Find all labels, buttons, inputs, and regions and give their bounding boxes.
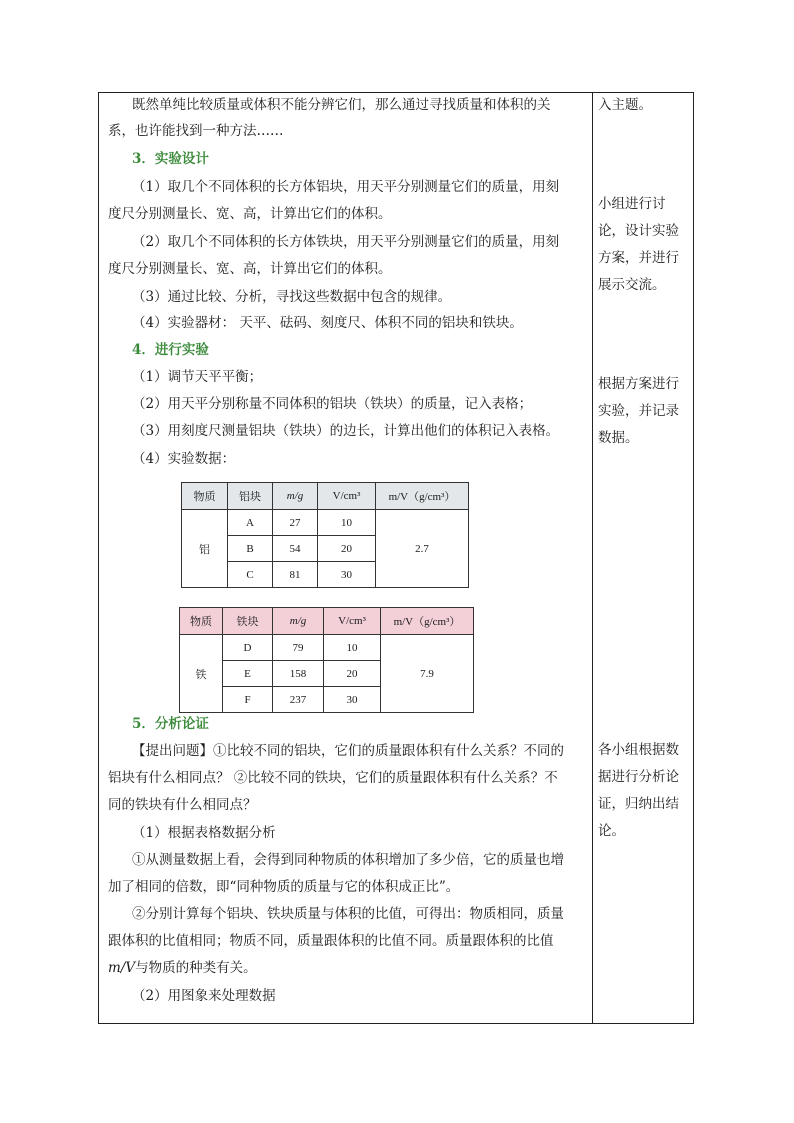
sec3-p2-line-2: 度尺分别测量长、宽、高，计算出它们的体积。 [108, 261, 392, 277]
mass-cell: 27 [273, 510, 318, 536]
side-note-line: 展示交流。 [598, 277, 666, 293]
side-note-line: 据进行分析论 [598, 769, 679, 785]
sample-id-cell: C [228, 562, 273, 588]
sec5-question-line-2: 铝块有什么相同点？ ②比较不同的铁块，它们的质量跟体积有什么关系？不 [108, 770, 558, 786]
sec5-analysis-3-line-3 [108, 958, 257, 978]
sec3-p2-line-1: （2）取几个不同体积的长方体铁块，用天平分别测量它们的质量，用刻 [132, 234, 560, 250]
sec3-p4: （4）实验器材： 天平、砝码、刻度尺、体积不同的铝块和铁块。 [132, 315, 523, 331]
side-note-line: 论。 [598, 823, 625, 839]
sec5-analysis-3-line-2: 跟体积的比值相同；物质不同，质量跟体积的比值不同。质量跟体积的比值 [108, 933, 554, 949]
mass-cell: 81 [273, 562, 318, 588]
side-note-line: 入主题。 [598, 97, 652, 113]
header-cell: m/g [273, 483, 318, 510]
column-divider [592, 92, 593, 1024]
volume-cell: 30 [324, 687, 381, 713]
sec5-analysis-2-line-2: 加了相同的倍数，即“同种物质的质量与它的体积成正比”。 [108, 879, 460, 895]
aluminum-data-table [181, 482, 469, 588]
material-cell: 铝 [182, 510, 228, 588]
section-4-heading: 4．进行实验 [132, 342, 209, 358]
header-cell: 物质 [182, 483, 228, 510]
mass-cell: 79 [273, 635, 324, 661]
iron-data-table [179, 607, 474, 713]
sec3-p3: （3）通过比较、分析，寻找这些数据中包含的规律。 [132, 289, 452, 305]
volume-cell: 20 [324, 661, 381, 687]
header-cell: V/cm³ [318, 483, 376, 510]
mv-ratio-symbol: m/V [108, 960, 136, 976]
side-note-line: 论，设计实验 [598, 223, 679, 239]
ratio-cell: 2.7 [376, 510, 469, 588]
sec3-p1-line-2: 度尺分别测量长、宽、高，计算出它们的体积。 [108, 206, 392, 222]
side-note-line: 方案，并进行 [598, 250, 679, 266]
header-cell: m/g [273, 608, 324, 635]
intro-line-2: 系，也许能找到一种方法…… [108, 123, 284, 139]
header-cell: 铁块 [223, 608, 273, 635]
header-cell: m/V（g/cm³） [376, 483, 469, 510]
sec5-analysis-4: （2）用图象来处理数据 [132, 988, 276, 1004]
mass-cell: 54 [273, 536, 318, 562]
sec5-analysis-2-line-1: ①从测量数据上看，会得到同种物质的体积增加了多少倍，它的质量也增 [132, 852, 564, 868]
volume-cell: 20 [318, 536, 376, 562]
side-note-1 [598, 92, 652, 119]
side-note-line: 根据方案进行 [598, 376, 679, 392]
sec3-p1-line-1: （1）取几个不同体积的长方体铝块，用天平分别测量它们的质量，用刻 [132, 179, 560, 195]
sample-id-cell: F [223, 687, 273, 713]
side-note-line: 证，归纳出结 [598, 796, 679, 812]
sec4-p4: （4）实验数据： [132, 451, 236, 467]
volume-cell: 10 [318, 510, 376, 536]
sec5-analysis-3-line-1: ②分别计算每个铝块、铁块质量与体积的比值，可得出：物质相同，质量 [132, 906, 564, 922]
side-note-line: 实验，并记录 [598, 403, 679, 419]
sample-id-cell: D [223, 635, 273, 661]
side-note-line: 数据。 [598, 430, 639, 446]
sample-id-cell: A [228, 510, 273, 536]
mass-cell: 158 [273, 661, 324, 687]
sample-id-cell: E [223, 661, 273, 687]
header-cell: m/V（g/cm³） [381, 608, 474, 635]
sec4-p1: （1）调节天平平衡； [132, 369, 263, 385]
sec5-question-line-1: 【提出问题】①比较不同的铝块，它们的质量跟体积有什么关系？不同的 [132, 743, 564, 759]
table-row [180, 635, 474, 661]
volume-cell: 10 [324, 635, 381, 661]
sec4-p3: （3）用刻度尺测量铝块（铁块）的边长，计算出他们的体积记入表格。 [132, 423, 560, 439]
sec5-analysis-1: （1）根据表格数据分析 [132, 825, 276, 841]
sec5-question-line-3: 同的铁块有什么相同点？ [108, 797, 257, 813]
volume-cell: 30 [318, 562, 376, 588]
sec4-p2: （2）用天平分别称量不同体积的铝块（铁块）的质量，记入表格； [132, 396, 533, 412]
side-note-4 [598, 737, 679, 845]
intro-line-1: 既然单纯比较质量或体积不能分辨它们，那么通过寻找质量和体积的关 [132, 97, 551, 113]
material-cell: 铁 [180, 635, 223, 713]
ratio-cell: 7.9 [381, 635, 474, 713]
table-row [182, 510, 469, 536]
mass-cell: 237 [273, 687, 324, 713]
side-note-line: 各小组根据数 [598, 742, 679, 758]
side-note-line: 小组进行讨 [598, 196, 666, 212]
table-header-row [182, 483, 469, 510]
mv-ratio-text: 与物质的种类有关。 [135, 960, 257, 976]
sample-id-cell: B [228, 536, 273, 562]
table-header-row [180, 608, 474, 635]
side-note-2 [598, 191, 679, 299]
side-note-3 [598, 371, 679, 452]
section-3-heading: 3．实验设计 [132, 151, 209, 167]
header-cell: 物质 [180, 608, 223, 635]
section-5-heading: 5．分析论证 [132, 716, 209, 732]
header-cell: V/cm³ [324, 608, 381, 635]
header-cell: 铝块 [228, 483, 273, 510]
